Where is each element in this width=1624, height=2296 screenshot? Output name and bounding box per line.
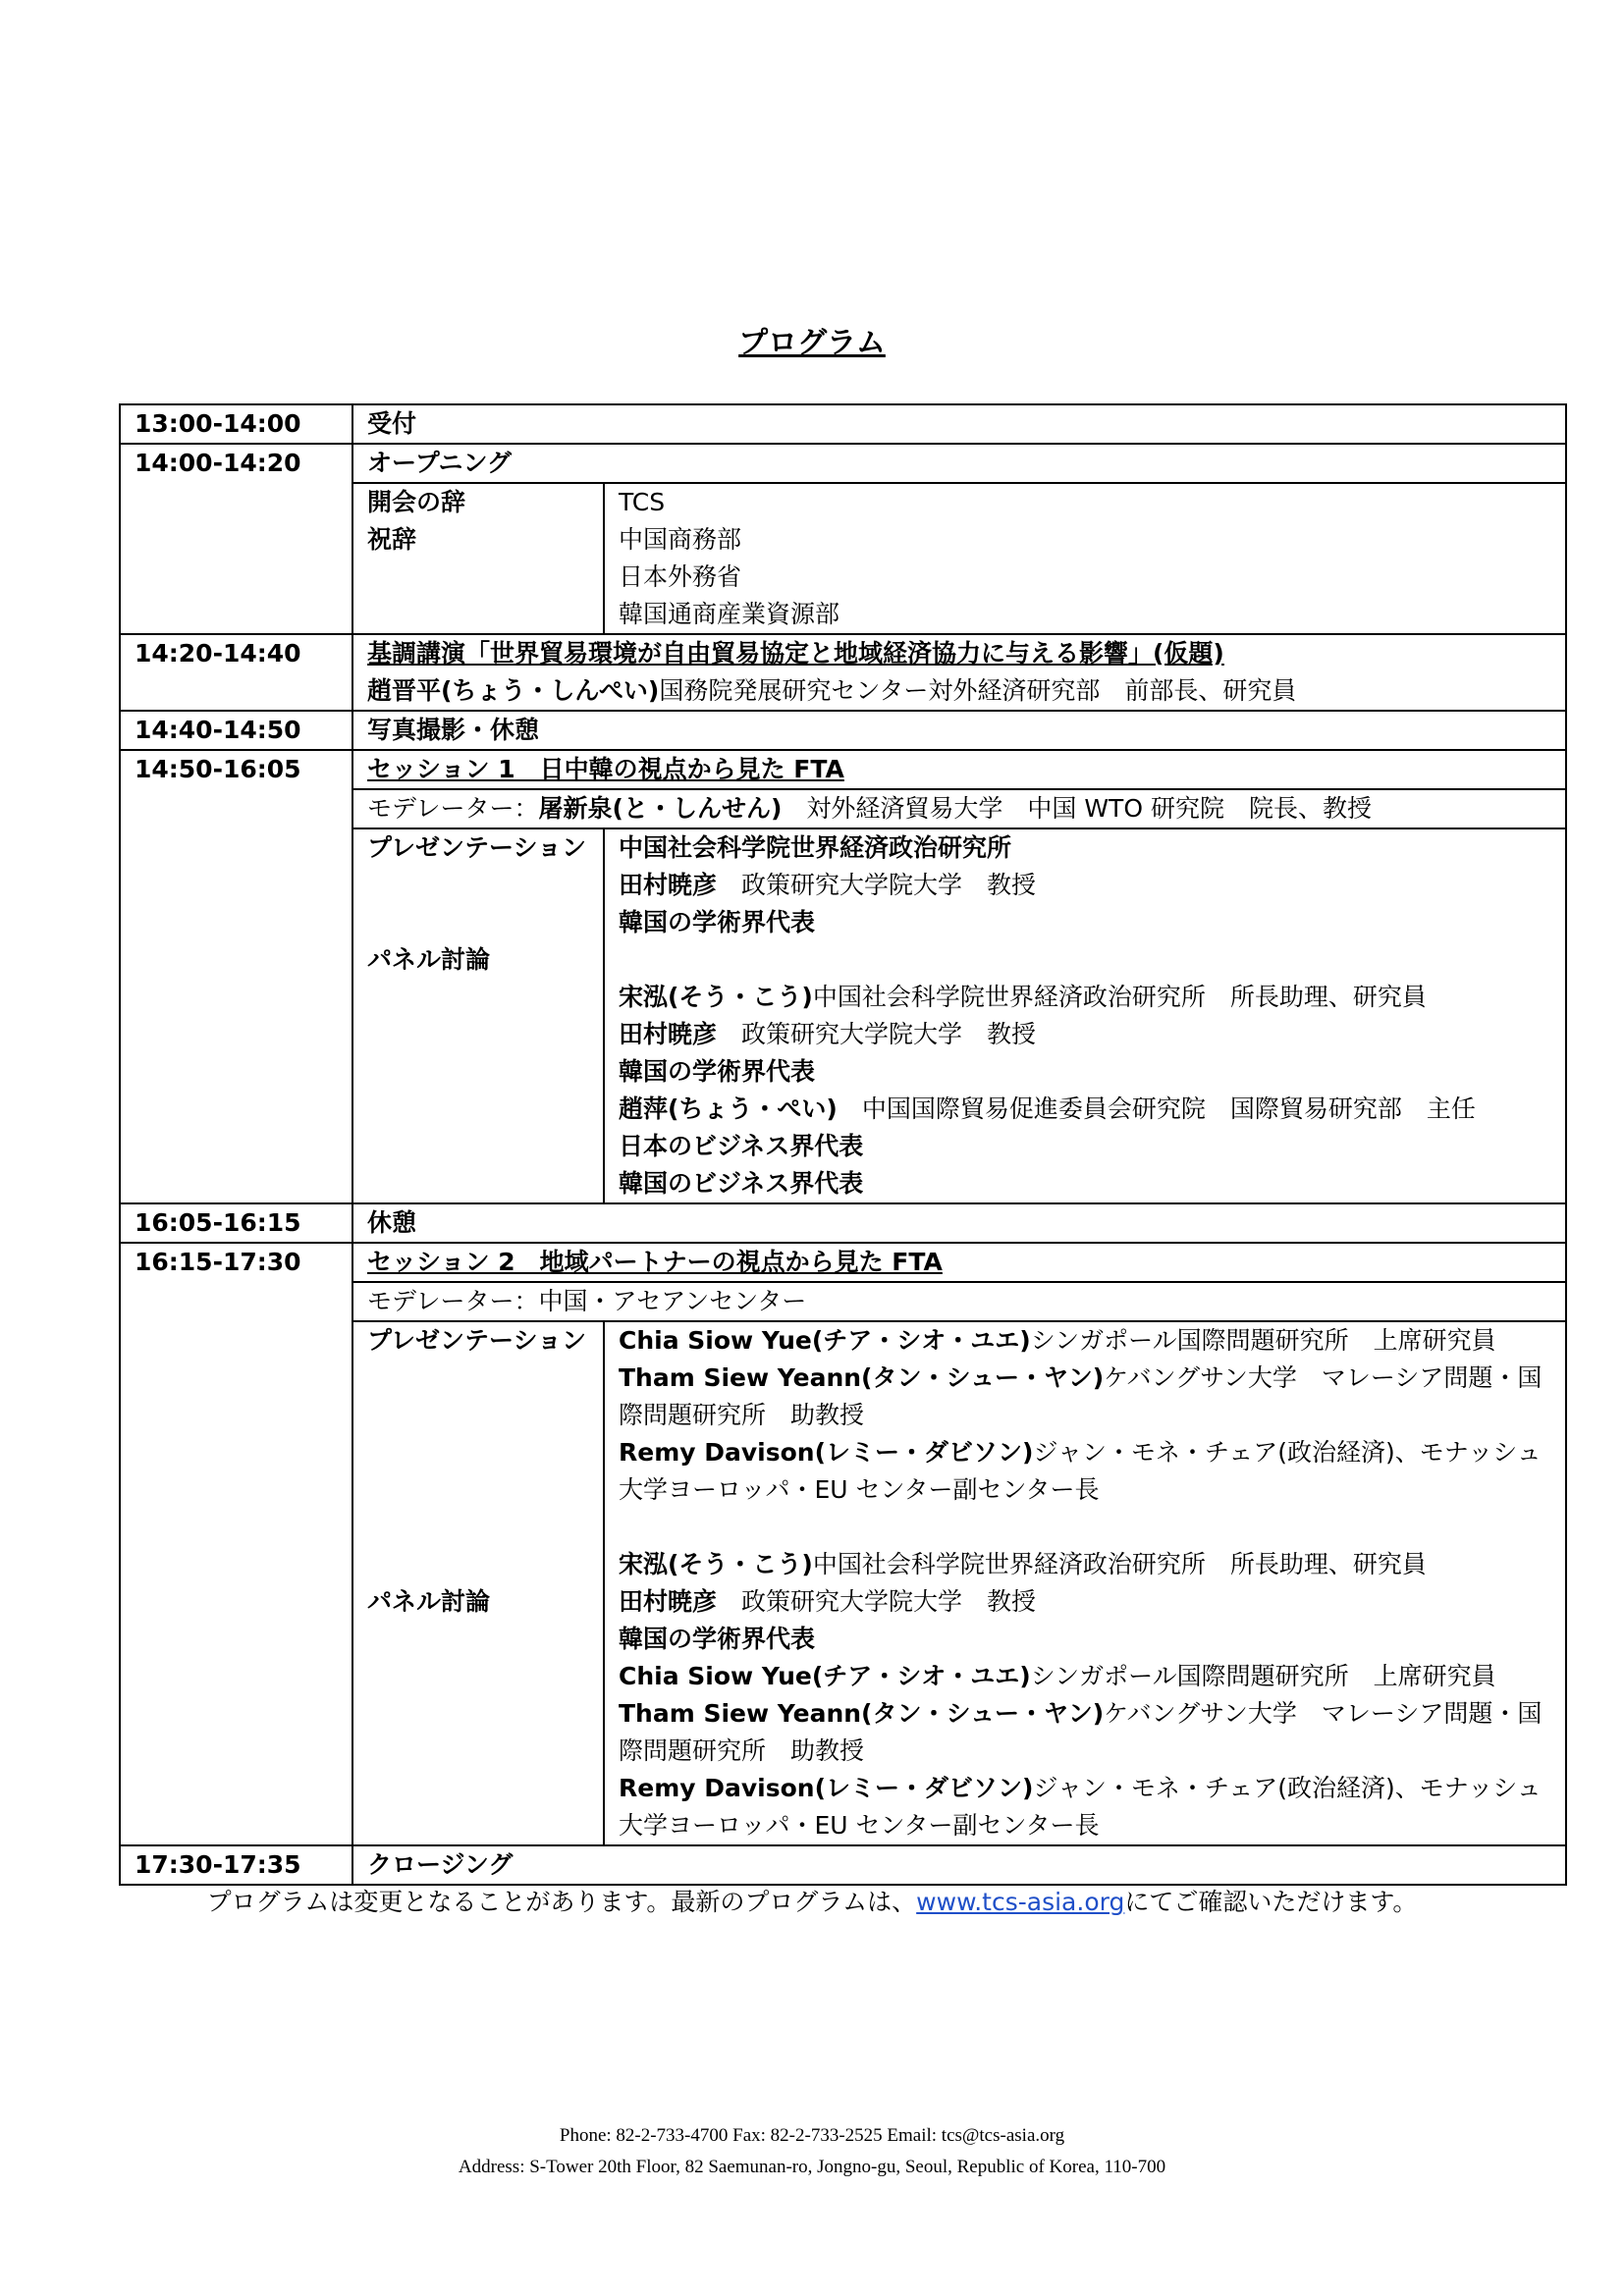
speaker-affiliation: 政策研究大学院大学 教授	[717, 1020, 1037, 1048]
footer-contact: Phone: 82-2-733-4700 Fax: 82-2-733-2525 Email: tcs@tcs-asia.org	[559, 2125, 1065, 2146]
speaker-name: Remy Davison(レミー・ダビソン)	[619, 1774, 1034, 1802]
speaker-affiliation: 中国社会科学院世界経済政治研究所 所長助理、研究員	[812, 1550, 1427, 1578]
opening-heading: オープニング	[352, 444, 1566, 483]
time-cell: 17:30-17:35	[120, 1845, 352, 1885]
table-row	[120, 750, 1566, 789]
speaker-name: 田村暁彦	[619, 1020, 718, 1048]
speaker-affiliation: 政策研究大学院大学 教授	[717, 1587, 1037, 1616]
time-cell: 16:15-17:30	[120, 1243, 352, 1845]
page-title: プログラム	[738, 326, 886, 360]
time-cell: 14:20-14:40	[120, 634, 352, 711]
note-text: プログラムは変更となることがあります。最新のプログラムは、	[206, 1888, 917, 1916]
session2-title: セッション 2 地域パートナーの視点から見た FTA	[352, 1243, 1566, 1282]
table-row	[120, 404, 1566, 444]
speaker-name: 田村暁彦	[619, 871, 718, 899]
congratulatory-label: 祝辞	[367, 525, 417, 554]
session2-role-labels	[352, 1321, 604, 1845]
speaker-name: Remy Davison(レミー・ダビソン)	[619, 1438, 1034, 1467]
reception-label: 受付	[352, 404, 1566, 444]
panel-label: パネル討論	[367, 945, 491, 974]
time-cell: 14:50-16:05	[120, 750, 352, 1203]
closing-label: クロージング	[352, 1845, 1566, 1885]
keynote-title: 基調講演「世界貿易環境が自由貿易協定と地域経済協力に与える影響」(仮題)	[367, 639, 1224, 667]
speaker-name: Chia Siow Yue(チア・シオ・ユエ)	[619, 1662, 1031, 1690]
session1-role-labels	[352, 828, 604, 1203]
speaker-name: 宋泓(そう・こう)	[619, 1550, 813, 1578]
speaker-affiliation: シンガポール国際問題研究所 上席研究員	[1030, 1662, 1496, 1690]
speaker-name: Tham Siew Yeann(タン・シュー・ヤン)	[619, 1363, 1105, 1392]
list-item: 日本のビジネス界代表	[619, 1132, 864, 1160]
list-item: 中国商務部	[619, 525, 742, 554]
session1-title: セッション 1 日中韓の視点から見た FTA	[352, 750, 1566, 789]
opening-speakers	[604, 483, 1566, 634]
time-cell: 14:40-14:50	[120, 711, 352, 750]
speaker-name: 趙萍(ちょう・ぺい)	[619, 1095, 838, 1123]
moderator-name: 屠新泉(と・しんせん)	[538, 794, 783, 823]
list-item: 中国社会科学院世界経済政治研究所	[619, 833, 1012, 862]
list-item: 韓国通商産業資源部	[619, 600, 840, 628]
program-table	[119, 403, 1567, 1886]
session2-moderator: モデレーター：中国・アセアンセンター	[352, 1282, 1566, 1321]
program-note	[0, 1883, 1624, 1918]
table-row	[120, 1203, 1566, 1243]
panel-label: パネル討論	[367, 1587, 491, 1616]
break-label: 休憩	[352, 1203, 1566, 1243]
footer-address: Address: S-Tower 20th Floor, 82 Saemunan-ro, Jongno-gu, Seoul, Republic of Korea, 110-700	[458, 2157, 1166, 2177]
speaker-affiliation: シンガポール国際問題研究所 上席研究員	[1030, 1326, 1496, 1355]
keynote-speaker-name: 趙晋平(ちょう・しんぺい)	[367, 676, 660, 705]
table-row	[120, 711, 1566, 750]
list-item: 韓国のビジネス界代表	[619, 1169, 864, 1198]
note-text-end: にてご確認いただけます。	[1124, 1888, 1418, 1916]
photo-break-label: 写真撮影・休憩	[352, 711, 1566, 750]
keynote-cell	[352, 634, 1566, 711]
moderator-label: モデレーター：	[367, 794, 539, 823]
footer	[0, 2120, 1624, 2183]
speaker-affiliation: ケバングサン大学 マレーシア問題・国際問題研究所 助教授	[619, 1363, 1543, 1429]
opening-labels	[352, 483, 604, 634]
table-row	[120, 1243, 1566, 1282]
table-row	[120, 634, 1566, 711]
moderator-affiliation: 対外経済貿易大学 中国 WTO 研究院 院長、教授	[782, 794, 1372, 823]
time-cell: 13:00-14:00	[120, 404, 352, 444]
time-cell: 14:00-14:20	[120, 444, 352, 634]
session2-speakers	[604, 1321, 1566, 1845]
list-item: TCS	[619, 488, 666, 516]
presentation-label: プレゼンテーション	[367, 833, 587, 862]
table-row	[120, 444, 1566, 483]
speaker-affiliation: 中国社会科学院世界経済政治研究所 所長助理、研究員	[812, 983, 1427, 1011]
table-row	[120, 1845, 1566, 1885]
list-item: 日本外務省	[619, 562, 742, 591]
speaker-name: Chia Siow Yue(チア・シオ・ユエ)	[619, 1326, 1031, 1355]
speaker-affiliation: ジャン・モネ・チェア(政治経済)、モナッシュ大学ヨーロッパ・EU センター副センター長	[619, 1774, 1542, 1840]
list-item: 韓国の学術界代表	[619, 1057, 816, 1086]
speaker-name: 田村暁彦	[619, 1587, 718, 1616]
keynote-speaker-affiliation: 国務院発展研究センター対外経済研究部 前部長、研究員	[659, 676, 1297, 705]
presentation-label: プレゼンテーション	[367, 1326, 587, 1355]
speaker-name: 宋泓(そう・こう)	[619, 983, 813, 1011]
speaker-affiliation: 中国国際貿易促進委員会研究院 国際貿易研究部 主任	[837, 1095, 1476, 1123]
speaker-affiliation: ジャン・モネ・チェア(政治経済)、モナッシュ大学ヨーロッパ・EU センター副センター長	[619, 1438, 1542, 1504]
time-cell: 16:05-16:15	[120, 1203, 352, 1243]
speaker-affiliation: 政策研究大学院大学 教授	[717, 871, 1037, 899]
session1-speakers	[604, 828, 1566, 1203]
speaker-name: Tham Siew Yeann(タン・シュー・ヤン)	[619, 1699, 1105, 1728]
website-link[interactable]: www.tcs-asia.org	[916, 1888, 1125, 1916]
speaker-affiliation: ケバングサン大学 マレーシア問題・国際問題研究所 助教授	[619, 1699, 1543, 1765]
opening-address-label: 開会の辞	[367, 488, 466, 516]
session1-moderator	[352, 789, 1566, 828]
list-item: 韓国の学術界代表	[619, 908, 816, 936]
list-item: 韓国の学術界代表	[619, 1625, 816, 1653]
